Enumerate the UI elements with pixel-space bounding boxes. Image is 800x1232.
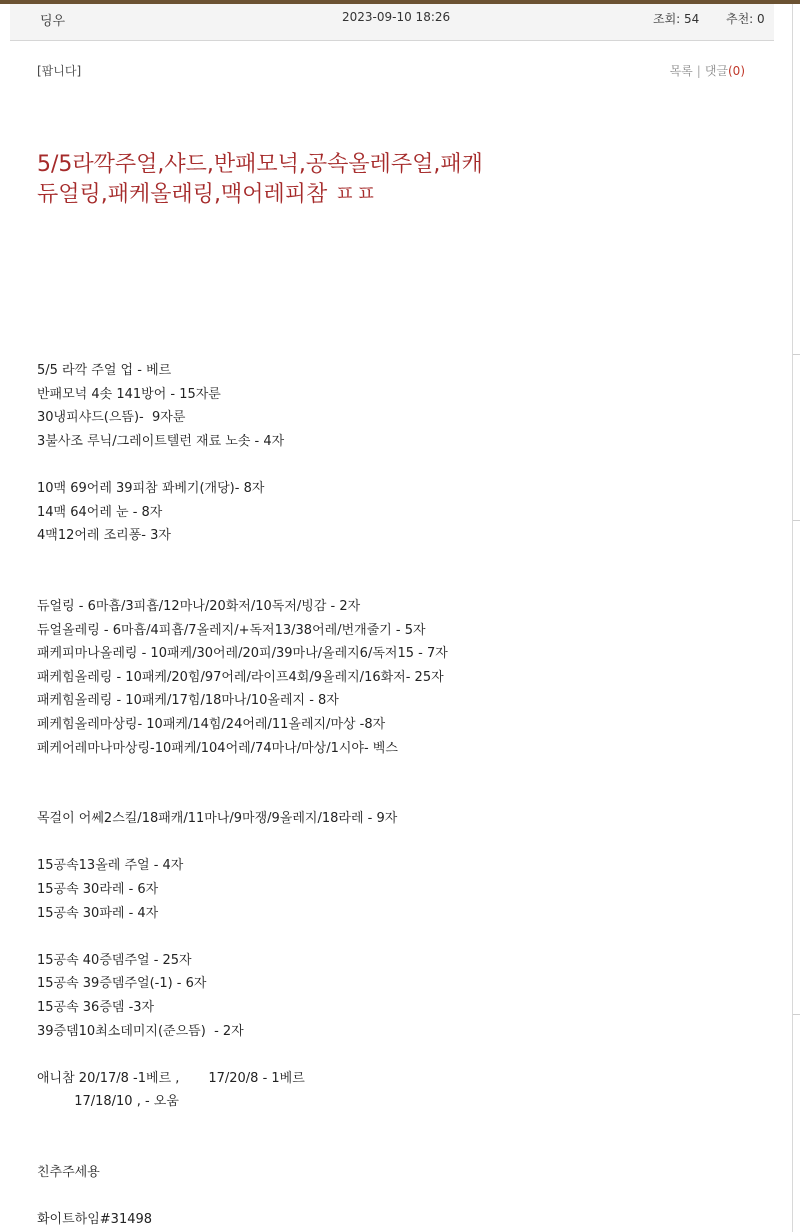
post-content-line: 반패모넉 4솟 141방어 - 15자룬 [37, 386, 221, 402]
post-title-line: 5/5라깍주얼,샤드,반패모넉,공속올레주얼,패캐 [37, 152, 483, 177]
comment-count: (0) [728, 64, 745, 78]
post-content-line: 패케힘올레링 - 10패케/17힘/18마나/10올레지 - 8자 [37, 693, 339, 709]
post-content-line: 5/5 라깍 주얼 업 - 베르 [37, 363, 172, 378]
gutter-tick [793, 354, 800, 355]
post-content-line [37, 760, 757, 784]
post-content-line: 듀얼올레링 - 6마흡/4피흡/7올레지/+독저13/38어레/번개줄기 - 5자 [37, 622, 426, 638]
post-content-line [37, 1043, 757, 1067]
post-content-line: 친추주세용 [37, 1165, 100, 1181]
post-content-line [37, 784, 757, 808]
right-scroll-gutter[interactable] [792, 4, 800, 1232]
post-content-line: 목걸이 어쎄2스킬/18패캐/11마나/9마쟁/9올레지/18라레 - 9자 [37, 811, 398, 827]
post-content-line: 30냉피샤드(으뜸)- 9자룬 [37, 410, 186, 426]
post-title [37, 150, 597, 210]
post-content-line: 애니참 20/17/8 -1베르 , 17/20/8 - 1베르 [37, 1070, 305, 1086]
post-title-line: 듀얼링,패케올래링,맥어레피참 ㅍㅍ [37, 182, 377, 207]
link-separator: | [696, 64, 701, 78]
post-container [10, 4, 774, 1232]
post-content-line: 패케피마나올레링 - 10패케/30어레/20피/39마나/올레지6/독저15 - 7자 [37, 646, 448, 662]
post-content-line: 페케어레마나마상링-10패케/104어레/74마나/마상/1시야- 벡스 [37, 740, 398, 756]
gutter-tick [793, 520, 800, 521]
list-link[interactable]: 목록 [669, 64, 693, 78]
post-header [10, 4, 774, 41]
post-content-line: 15공속 30라레 - 6자 [37, 882, 159, 898]
post-content-line: 패케힘올레링 - 10패케/20힘/97어레/라이프4회/9올레지/16화저- 25자 [37, 669, 444, 685]
post-content-line: 17/18/10 , - 오움 [37, 1094, 179, 1110]
post-content-line [37, 453, 757, 477]
post-content-line: 14맥 64어레 눈 - 8자 [37, 504, 163, 520]
post-content-line [37, 1114, 757, 1138]
post-content-line [37, 1138, 757, 1162]
post-content-line [37, 548, 757, 572]
post-content-line: 3불사조 루닉/그레이트텔런 재료 노솟 - 4자 [37, 433, 285, 449]
post-content-line: 듀얼링 - 6마흡/3피흡/12마나/20화저/10독저/빙감 - 2자 [37, 598, 361, 614]
post-content-line [37, 1185, 757, 1209]
post-content-line [37, 571, 757, 595]
post-date: 2023-09-10 18:26 [342, 10, 451, 24]
post-content-line: 10맥 69어레 39피참 꽈베기(개당)- 8자 [37, 480, 265, 496]
post-content-line [37, 831, 757, 855]
post-category: [팝니다] [37, 64, 82, 78]
post-content-line: 15공속 39증뎀주얼(-1) - 6자 [37, 976, 207, 992]
post-content-line: 15공속13올레 주얼 - 4자 [37, 858, 184, 874]
comments-label: 댓글 [704, 64, 728, 78]
author-name[interactable]: 딩우 [40, 14, 66, 29]
post-links [670, 62, 745, 79]
post-content-line: 4맥12어레 조리퐁- 3자 [37, 528, 171, 544]
post-content [37, 359, 757, 1232]
gutter-tick [793, 1014, 800, 1015]
comments-link[interactable] [705, 64, 745, 78]
post-content-line: 15공속 40증뎀주얼 - 25자 [37, 952, 192, 968]
post-content-line: 15공속 36증뎀 -3자 [37, 1000, 155, 1016]
post-content-line: 페케힘올레마상링- 10패케/14힘/24어레/11올레지/마상 -8자 [37, 716, 386, 732]
view-count: 조회: 54 [653, 12, 700, 26]
post-content-line: 15공속 30파레 - 4자 [37, 905, 159, 921]
post-content-line [37, 925, 757, 949]
post-content-line: 화이트하임#31498 [37, 1212, 153, 1228]
recommend-count: 추천: 0 [726, 12, 765, 26]
post-content-line: 39증뎀10최소데미지(준으뜸) - 2자 [37, 1023, 244, 1039]
